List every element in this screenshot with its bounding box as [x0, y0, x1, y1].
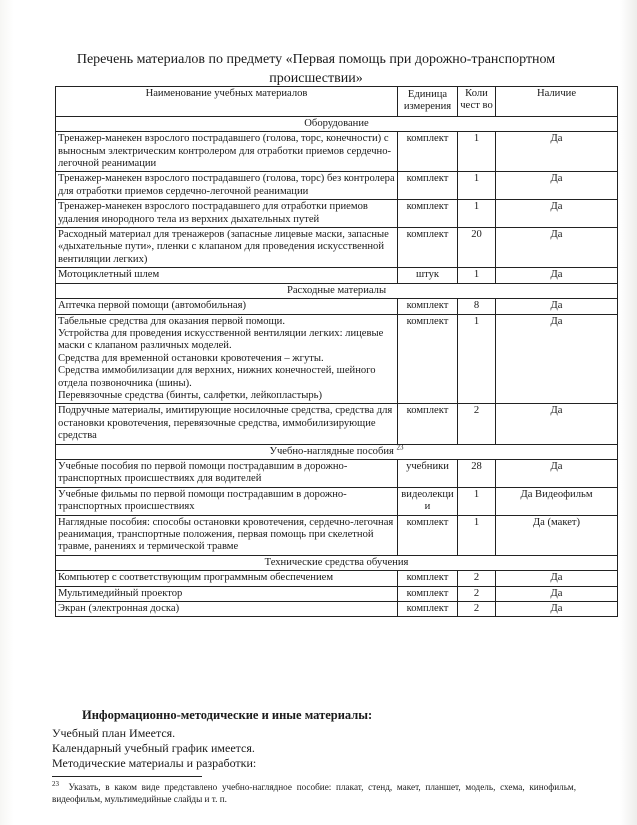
table-row — [56, 404, 618, 444]
cell-availability: Да — [496, 602, 618, 617]
cell-unit: комплект — [398, 314, 458, 404]
cell-availability: Да — [496, 571, 618, 586]
cell-unit: комплект — [398, 404, 458, 444]
table-row — [56, 132, 618, 172]
info-line-plan: Учебный план Имеется. — [52, 726, 176, 740]
cell-qty: 1 — [458, 200, 496, 228]
table-row — [56, 299, 618, 314]
name-line: Устройства для проведения искусственной вентиляции легких: лицевые маски с клапаном различных моделей. — [58, 327, 384, 352]
cell-unit: комплект — [398, 200, 458, 228]
table-row — [56, 314, 618, 404]
cell-qty: 1 — [458, 172, 496, 200]
table-row — [56, 228, 618, 268]
section-visual-aids — [56, 444, 618, 459]
name-line: Перевязочные средства (бинты, салфетки, лейкопластырь) — [58, 389, 323, 401]
table-row — [56, 586, 618, 601]
cell-name: Компьютер с соответствующим программным обеспечением — [56, 571, 398, 586]
section-row — [56, 116, 618, 131]
name-line: Средства для временной остановки кровотечения – жгуты. — [58, 352, 324, 364]
cell-unit: комплект — [398, 132, 458, 172]
header-qty: Коли чест во — [458, 87, 496, 117]
footnote-text: Указать, в каком виде представлено учебно-наглядное пособие: плакат, стенд, макет, планшет, модель, схема, кинофильм, видеофильм, мультимедийные слайды и т. п. — [52, 782, 576, 804]
cell-name: Подручные материалы, имитирующие носилочные средства, средства для остановки кровотечения, перевязочные средства, иммобилизирующие средства — [56, 404, 398, 444]
cell-name: Аптечка первой помощи (автомобильная) — [56, 299, 398, 314]
cell-unit: комплект — [398, 228, 458, 268]
cell-availability: Да — [496, 200, 618, 228]
cell-name: Тренажер-манекен взрослого пострадавшего (голова, торс, конечности) с выносным электрическим контролером для отработки приемов сердечно-легочной реанимации — [56, 132, 398, 172]
cell-name: Мотоциклетный шлем — [56, 268, 398, 283]
cell-name: Экран (электронная доска) — [56, 602, 398, 617]
cell-name: Учебные фильмы по первой помощи пострадавшим в дорожно-транспортных происшествиях — [56, 487, 398, 515]
cell-qty: 1 — [458, 268, 496, 283]
cell-qty: 2 — [458, 586, 496, 601]
cell-availability: Да — [496, 228, 618, 268]
cell-availability: Да — [496, 404, 618, 444]
section-row — [56, 555, 618, 570]
cell-unit: комплект — [398, 586, 458, 601]
cell-qty: 20 — [458, 228, 496, 268]
section-technical: Технические средства обучения — [56, 555, 618, 570]
cell-availability: Да — [496, 314, 618, 404]
cell-qty: 8 — [458, 299, 496, 314]
cell-name: Наглядные пособия: способы остановки кровотечения, сердечно-легочная реанимация, транспортные положения, первая помощь при скелетной травме, ранениях и термической травме — [56, 515, 398, 555]
cell-unit: комплект — [398, 299, 458, 314]
section-equipment: Оборудование — [56, 116, 618, 131]
cell-qty: 1 — [458, 314, 496, 404]
header-availability: Наличие — [496, 87, 618, 117]
cell-unit: видеолекции — [398, 487, 458, 515]
header-unit: Единица измерения — [398, 87, 458, 117]
cell-qty: 1 — [458, 132, 496, 172]
footnote — [52, 781, 576, 805]
cell-name: Учебные пособия по первой помощи пострадавшим в дорожно-транспортных происшествиях для водителей — [56, 459, 398, 487]
footnote-number: 23 — [52, 779, 59, 788]
table-row — [56, 268, 618, 283]
header-name: Наименование учебных материалов — [56, 87, 398, 117]
cell-name: Мультимедийный проектор — [56, 586, 398, 601]
cell-availability: Да Видеофильм — [496, 487, 618, 515]
cell-unit: комплект — [398, 515, 458, 555]
cell-unit: комплект — [398, 602, 458, 617]
info-line-schedule: Календарный учебный график имеется. — [52, 741, 255, 755]
cell-availability: Да — [496, 172, 618, 200]
page-title: Перечень материалов по предмету «Первая помощь при дорожно-транспортном происшествии» — [76, 52, 556, 86]
info-heading: Информационно-методические и иные материалы: — [82, 708, 373, 722]
section-label: Учебно-наглядные пособия — [269, 445, 394, 457]
table-row — [56, 487, 618, 515]
section-row — [56, 444, 618, 459]
cell-unit: комплект — [398, 172, 458, 200]
cell-availability: Да (макет) — [496, 515, 618, 555]
cell-name — [56, 314, 398, 404]
section-row — [56, 283, 618, 298]
table-header-row — [56, 87, 618, 117]
cell-name: Тренажер-манекен взрослого пострадавшего (голова, торс) без контролера для отработки приемов сердечно-легочной реанимации — [56, 172, 398, 200]
table-row — [56, 200, 618, 228]
cell-availability: Да — [496, 586, 618, 601]
footnote-ref: 23 — [396, 443, 404, 452]
cell-availability: Да — [496, 268, 618, 283]
cell-qty: 28 — [458, 459, 496, 487]
table-row — [56, 172, 618, 200]
cell-name: Расходный материал для тренажеров (запасные лицевые маски, запасные «дыхательные пути», пленки с клапаном для проведения искусственной вентиляции легких) — [56, 228, 398, 268]
cell-qty: 2 — [458, 602, 496, 617]
info-line-methods: Методические материалы и разработки: — [52, 756, 257, 770]
cell-availability: Да — [496, 459, 618, 487]
cell-availability: Да — [496, 132, 618, 172]
footnote-divider — [52, 776, 202, 777]
cell-name: Тренажер-манекен взрослого пострадавшего для отработки приемов удаления инородного тела из верхних дыхательных путей — [56, 200, 398, 228]
cell-qty: 2 — [458, 571, 496, 586]
table-row — [56, 459, 618, 487]
cell-unit: штук — [398, 268, 458, 283]
cell-unit: учебники — [398, 459, 458, 487]
name-line: Табельные средства для оказания первой помощи. — [58, 315, 285, 327]
cell-unit: комплект — [398, 571, 458, 586]
cell-qty: 1 — [458, 515, 496, 555]
table-row — [56, 515, 618, 555]
table-row — [56, 571, 618, 586]
name-line: Средства иммобилизации для верхних, нижних конечностей, шейного отдела позвоночника (шины). — [58, 365, 376, 389]
cell-qty: 1 — [458, 487, 496, 515]
cell-availability: Да — [496, 299, 618, 314]
section-consumables: Расходные материалы — [56, 283, 618, 298]
materials-table — [55, 86, 618, 617]
table-row — [56, 602, 618, 617]
cell-qty: 2 — [458, 404, 496, 444]
